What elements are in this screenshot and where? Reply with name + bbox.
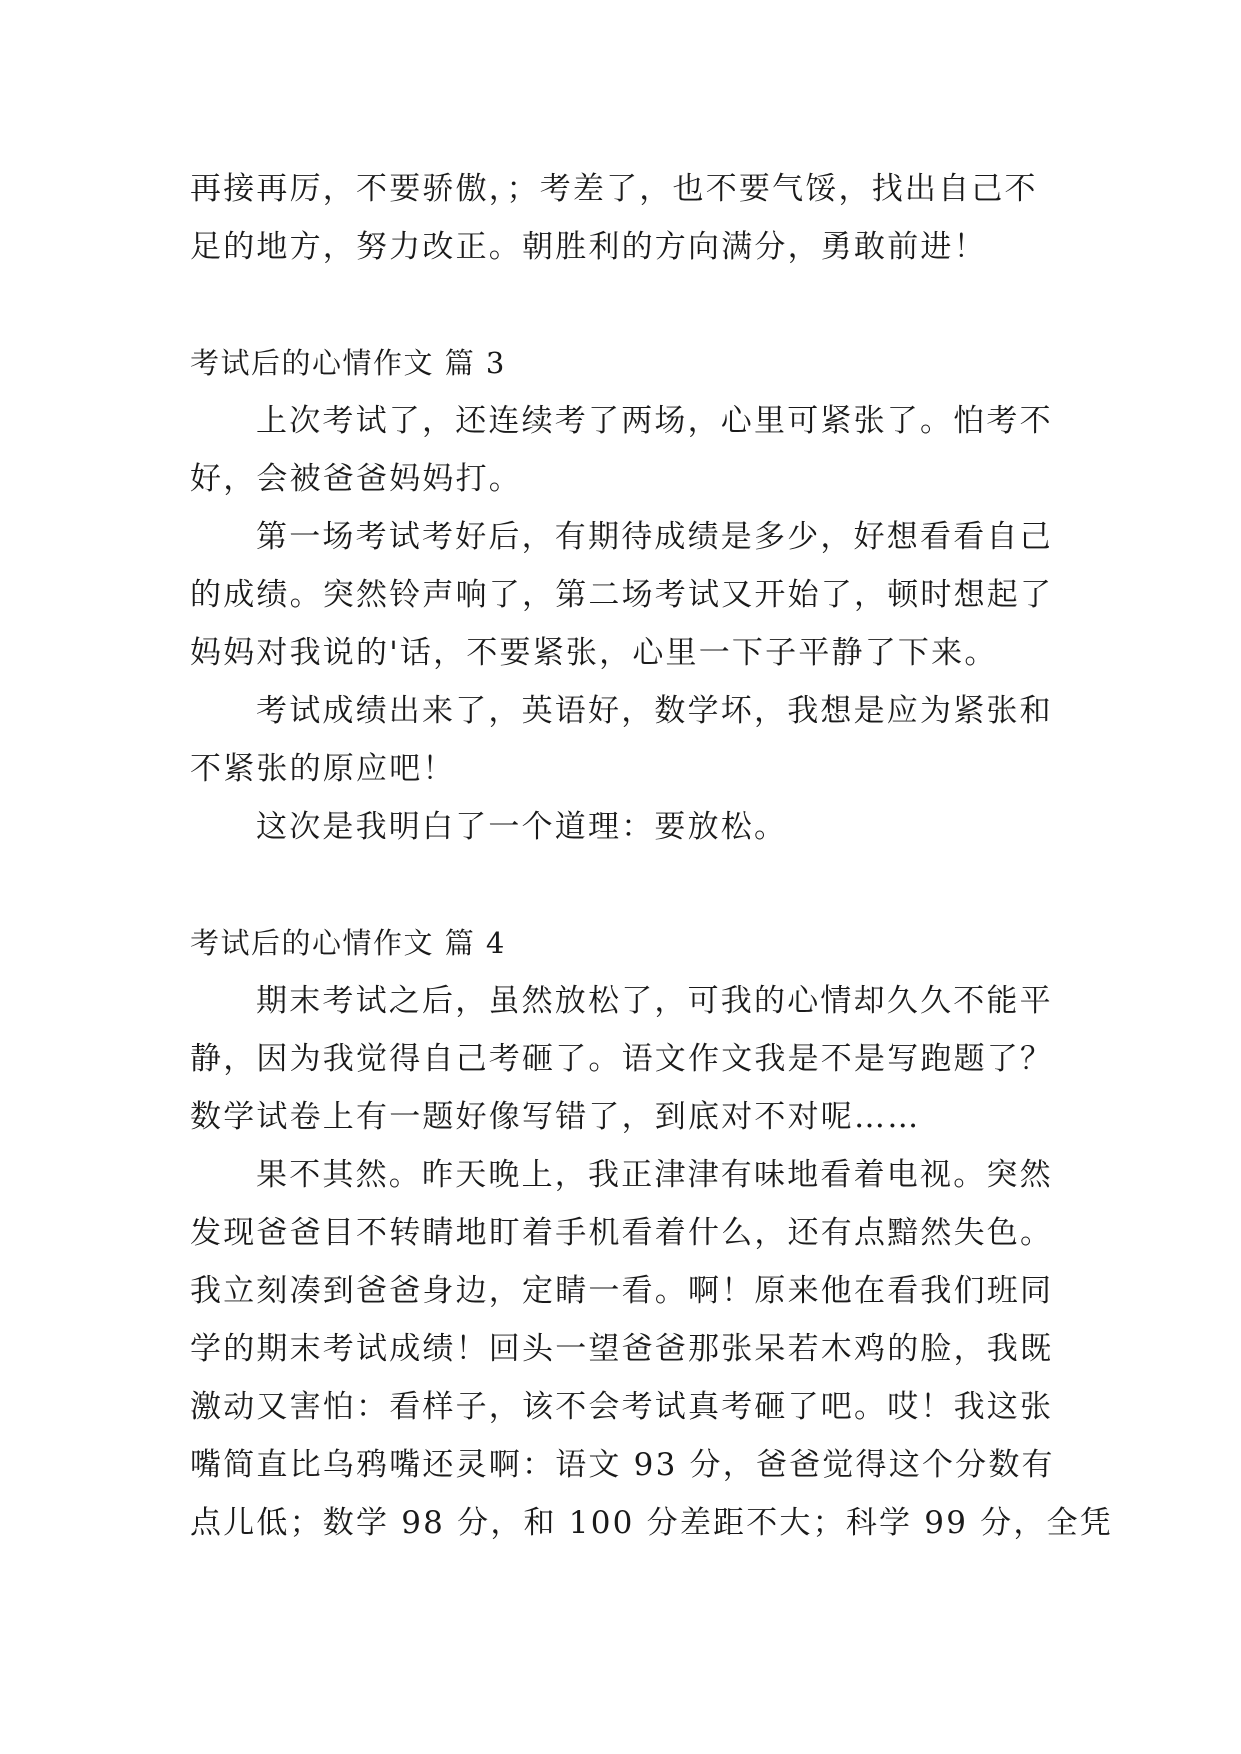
section-3-paragraph-2-line-2: 的成绩。突然铃声响了，第二场考试又开始了，顿时想起了 bbox=[190, 577, 1054, 613]
section-4-paragraph-2-line-4: 学的期末考试成绩！回头一望爸爸那张呆若木鸡的脸，我既 bbox=[190, 1331, 1054, 1367]
section-3-heading: 考试后的心情作文 篇 3 bbox=[190, 346, 506, 380]
document-body bbox=[190, 160, 1113, 1552]
section-3-paragraph-3-line-2: 不紧张的原应吧！ bbox=[190, 751, 456, 787]
section-3-paragraph-2-line-3: 妈妈对我说的'话，不要紧张，心里一下子平静了下来。 bbox=[190, 635, 998, 671]
intro-line-1: 再接再厉，不要骄傲，；考差了，也不要气馁，找出自己不 bbox=[190, 171, 1038, 207]
section-4-paragraph-1-line-3: 数学试卷上有一题好像写错了，到底对不对呢…… bbox=[190, 1099, 921, 1135]
section-4-paragraph-2-line-3: 我立刻凑到爸爸身边，定睛一看。啊！原来他在看我们班同 bbox=[190, 1273, 1054, 1309]
section-4-paragraph-2-line-1: 果不其然。昨天晚上，我正津津有味地看着电视。突然 bbox=[256, 1157, 1053, 1193]
section-3-paragraph-3-line-1: 考试成绩出来了，英语好，数学坏，我想是应为紧张和 bbox=[256, 693, 1053, 729]
section-3-paragraph-1-line-1: 上次考试了，还连续考了两场，心里可紧张了。怕考不 bbox=[256, 403, 1053, 439]
intro-line-2: 足的地方，努力改正。朝胜利的方向满分，勇敢前进！ bbox=[190, 229, 987, 265]
section-spacer bbox=[190, 276, 1070, 334]
section-3-paragraph-2-line-1: 第一场考试考好后，有期待成绩是多少，好想看看自己 bbox=[256, 519, 1053, 555]
section-4-paragraph-1-line-1: 期末考试之后，虽然放松了，可我的心情却久久不能平 bbox=[256, 983, 1053, 1019]
section-4-heading: 考试后的心情作文 篇 4 bbox=[190, 926, 506, 960]
section-spacer bbox=[190, 856, 1070, 914]
section-3-paragraph-4-line-1: 这次是我明白了一个道理：要放松。 bbox=[256, 809, 788, 845]
section-4-paragraph-1-line-2: 静，因为我觉得自己考砸了。语文作文我是不是写跑题了？ bbox=[190, 1041, 1054, 1077]
section-4-paragraph-2-line-2: 发现爸爸目不转睛地盯着手机看着什么，还有点黯然失色。 bbox=[190, 1215, 1054, 1251]
section-4-paragraph-2-line-6: 嘴简直比乌鸦嘴还灵啊：语文 93 分，爸爸觉得这个分数有 bbox=[190, 1447, 1055, 1483]
section-4-paragraph-2-line-5: 激动又害怕：看样子，该不会考试真考砸了吧。哎！我这张 bbox=[190, 1389, 1054, 1425]
section-3-paragraph-1-line-2: 好，会被爸爸妈妈打。 bbox=[190, 461, 522, 497]
section-4-paragraph-2-line-7: 点儿低；数学 98 分，和 100 分差距不大；科学 99 分，全凭 bbox=[190, 1505, 1113, 1541]
